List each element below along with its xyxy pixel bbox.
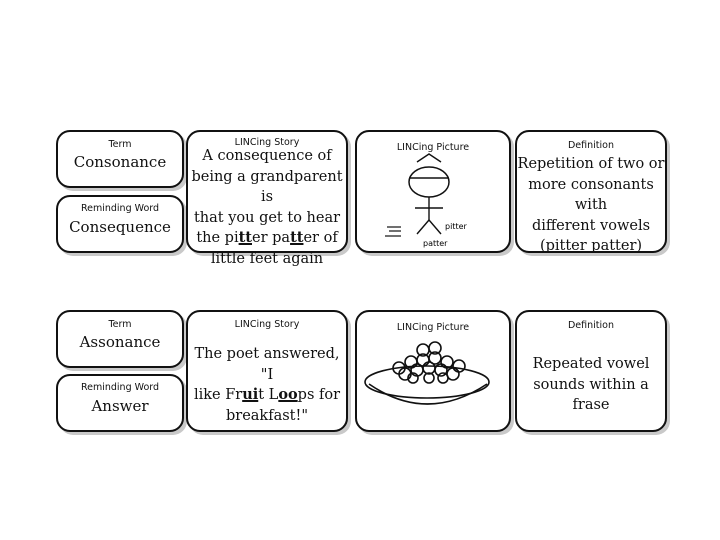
definition-line: sounds within a frase — [533, 376, 649, 413]
story-text — [188, 146, 346, 269]
pitter-word: pitter — [445, 222, 467, 231]
reminding-word-value: Answer — [91, 397, 149, 415]
story-text — [188, 344, 346, 426]
definition-label: Definition — [567, 140, 614, 151]
definition-text — [517, 354, 665, 416]
story-line: little feet again — [210, 250, 324, 267]
reminding-word-value: Consequence — [69, 218, 171, 236]
reminding-card-consequence — [56, 195, 184, 253]
story-label: LINCing Story — [234, 137, 300, 148]
term-card-assonance — [56, 310, 184, 368]
picture-label: LINCing Picture — [396, 142, 470, 153]
stick-figure-drawing — [357, 132, 513, 255]
term-label: Term — [108, 319, 132, 330]
picture-label: LINCing Picture — [396, 322, 470, 333]
reminding-word-label: Reminding Word — [80, 382, 160, 393]
story-line: A consequence of — [202, 148, 332, 164]
definition-card-consonance — [515, 130, 667, 253]
definition-card-assonance — [515, 310, 667, 432]
term-label: Term — [108, 139, 132, 150]
definition-line: Repeated vowel — [532, 356, 650, 372]
story-line: The poet answered, "I — [194, 346, 340, 383]
story-line: breakfast!" — [225, 407, 308, 424]
term-card-consonance — [56, 130, 184, 188]
picture-card-consonance — [355, 130, 511, 253]
story-line: the pitter patter of — [196, 229, 338, 246]
story-card-assonance — [186, 310, 348, 432]
story-line: like Fruit Loops for — [193, 386, 341, 403]
term-value: Consonance — [73, 153, 167, 171]
definition-label: Definition — [567, 320, 614, 331]
picture-card-assonance — [355, 310, 511, 432]
definition-line: (pitter patter) — [539, 238, 643, 254]
definition-line: Repetition of two or — [517, 156, 665, 172]
story-line: that you get to hear — [193, 209, 341, 226]
definition-text — [517, 154, 665, 257]
reminding-word-label: Reminding Word — [80, 203, 160, 214]
cereal-bowl-drawing — [357, 312, 513, 434]
reminding-card-answer — [56, 374, 184, 432]
story-label: LINCing Story — [234, 319, 300, 330]
definition-line: different vowels — [531, 217, 651, 234]
definition-line: more consonants with — [528, 176, 654, 213]
term-value: Assonance — [79, 333, 161, 351]
story-card-consonance — [186, 130, 348, 267]
patter-word: patter — [423, 239, 448, 248]
story-line: being a grandparent is — [191, 168, 343, 205]
